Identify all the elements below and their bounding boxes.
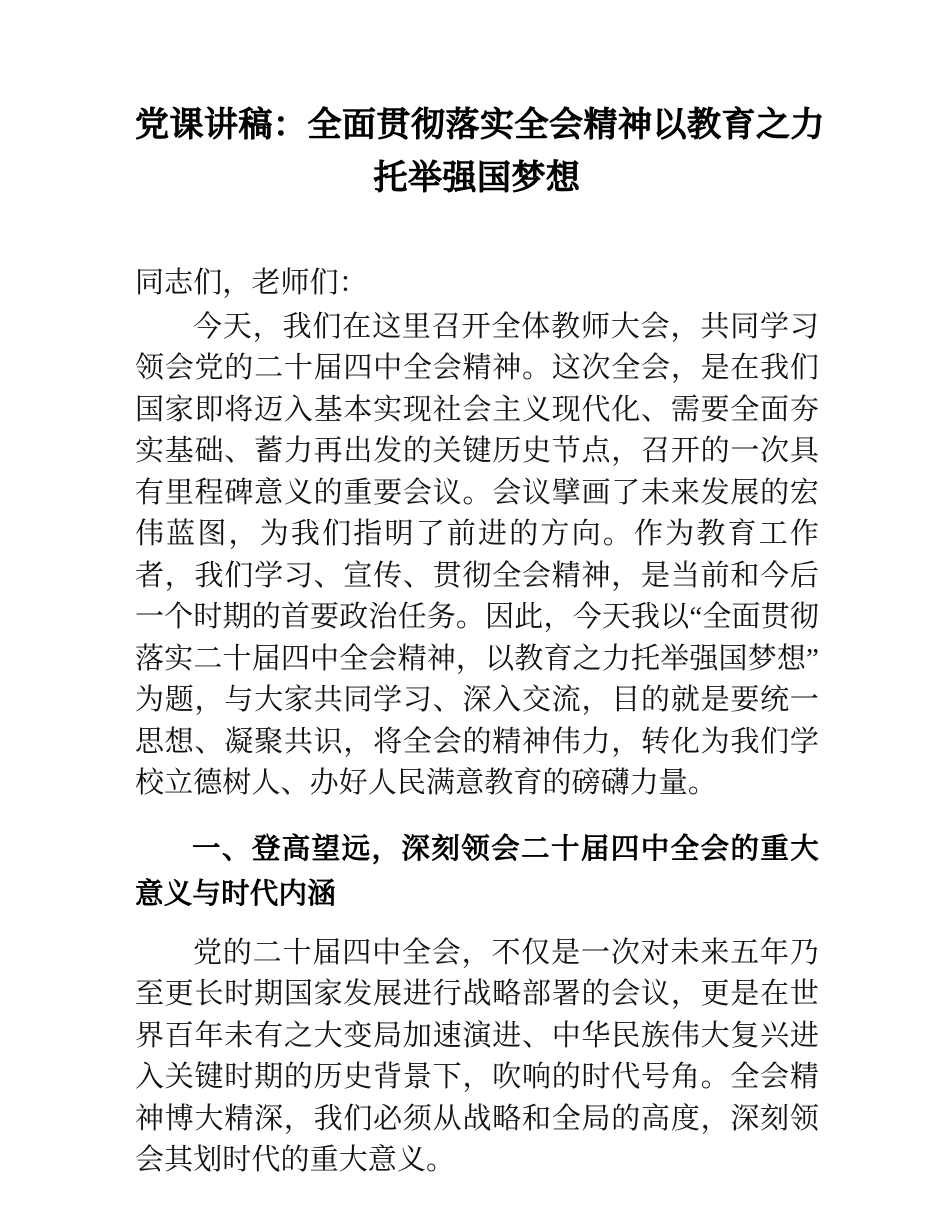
page-title-line-2: 托举强国梦想: [373, 160, 581, 197]
page-title: [135, 0, 825, 205]
page-title-line-1: 党课讲稿：全面贯彻落实全会精神以教育之力: [135, 107, 825, 144]
salutation: 同志们，老师们：: [135, 267, 368, 299]
paragraph-section-1-body-1: 党的二十届四中全会，不仅是一次对未来五年乃至更长时期国家发展进行战略部署的会议，更是在世界百年未有之大变局加速演进、中华民族伟大复兴进入关键时期的历史背景下，吹响的时代号角。全会精神博大精深，我们必须从战略和全局的高度，深刻领会其划时代的重大意义。: [135, 936, 819, 1176]
section-heading-1: 一、登高望远，深刻领会二十届四中全会的重大意义与时代内涵: [135, 832, 819, 910]
document-content-column: [135, 0, 825, 1182]
paragraph-opening: 今天，我们在这里召开全体教师大会，共同学习领会党的二十届四中全会精神。这次全会，是在我们国家即将迈入基本实现社会主义现代化、需要全面夯实基础、蓄力再出发的关键历史节点，召开的一次具有里程碑意义的重要会议。会议擘画了未来发展的宏伟蓝图，为我们指明了前进的方向。作为教育工作者，我们学习、宣传、贯彻全会精神，是当前和今后一个时期的首要政治任务。因此，今天我以“全面贯彻落实二十届四中全会精神，以教育之力托举强国梦想”为题，与大家共同学习、深入交流，目的就是要统一思想、凝聚共识，将全会的精神伟力，转化为我们学校立德树人、办好人民满意教育的磅礴力量。: [135, 310, 819, 799]
